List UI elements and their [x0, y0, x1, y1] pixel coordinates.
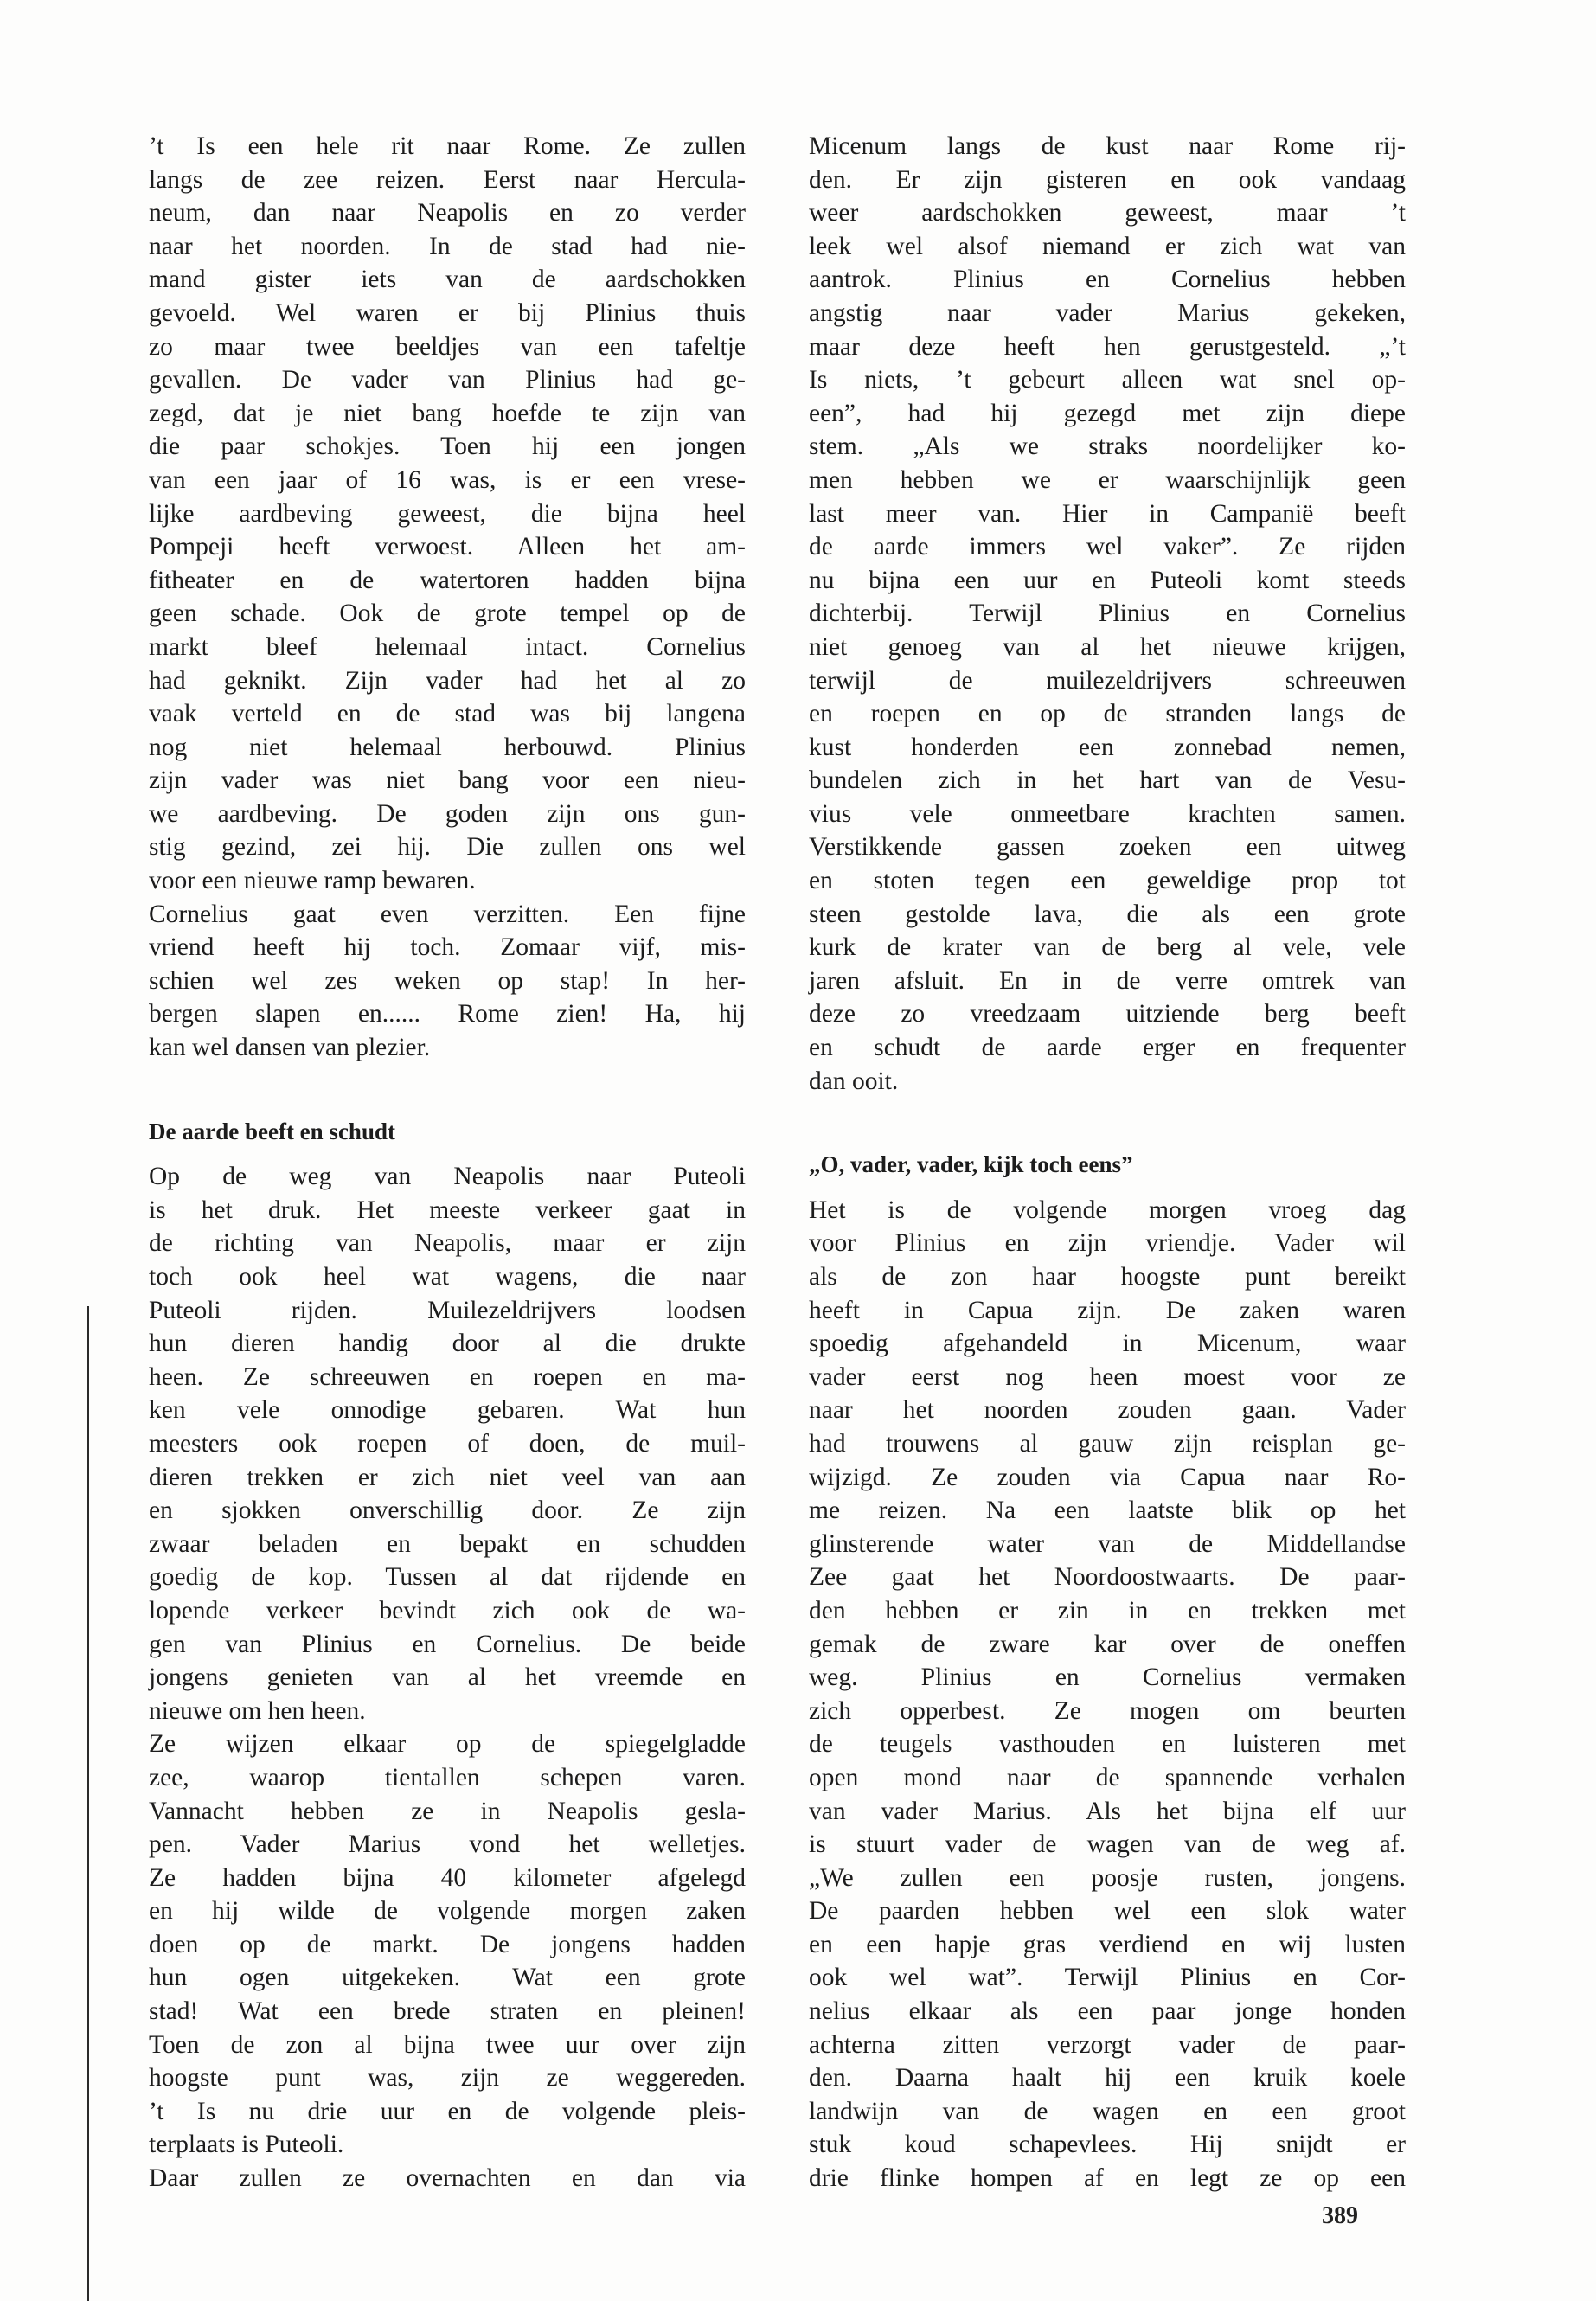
text-line: meesters ook roepen of doen, de muil- [149, 1429, 746, 1458]
text-line: van een jaar of 16 was, is er een vrese- [149, 465, 746, 494]
spacer [809, 1182, 1406, 1194]
left-column [149, 130, 746, 2195]
spacer [149, 1065, 746, 1115]
text-line: zegd, dat je niet bang hoefde te zijn van [149, 399, 746, 427]
text-line: doen op de markt. De jongens hadden [149, 1930, 746, 1958]
text-line: me reizen. Na een laatste blik op het [809, 1497, 1406, 1525]
paragraph-3 [149, 1160, 746, 1727]
text-line: naar het noorden zouden gaan. Vader [809, 1396, 1406, 1425]
text-line: jaren afsluit. En in de verre omtrek van [809, 966, 1406, 995]
text-line: heeft in Capua zijn. De zaken waren [809, 1296, 1406, 1324]
text-line: Verstikkende gassen zoeken een uitweg [809, 833, 1406, 862]
text-line: „We zullen een poosje rusten, jongens. [809, 1863, 1406, 1892]
text-line: gemak de zware kar over de oneffen [809, 1630, 1406, 1658]
paragraph-1 [149, 130, 746, 898]
page-number: 389 [1322, 2202, 1358, 2229]
text-line: vader eerst nog heen moest voor ze [809, 1362, 1406, 1391]
paragraph-2 [149, 898, 746, 1065]
text-line: Toen de zon al bijna twee uur over zijn [149, 2030, 746, 2059]
text-line: de richting van Neapolis, maar er zijn [149, 1229, 746, 1258]
text-line: De paarden hebben wel een slok water [809, 1897, 1406, 1926]
text-line: en stoten tegen een geweldige prop tot [809, 867, 1406, 895]
text-line: neum, dan naar Neapolis en zo verder [149, 199, 746, 228]
text-line: wijzigd. Ze zouden via Capua naar Ro- [809, 1463, 1406, 1491]
text-line: Puteoli rijden. Muilezeldrijvers loodsen [149, 1296, 746, 1324]
text-line: den hebben er zin in en trekken met [809, 1596, 1406, 1625]
text-line: last meer van. Hier in Campanië beeft [809, 499, 1406, 528]
text-line: Ze hadden bijna 40 kilometer afgelegd [149, 1863, 746, 1892]
text-line: glinsterende water van de Middellandse [809, 1529, 1406, 1558]
text-line: gevoeld. Wel waren er bij Plinius thuis [149, 298, 746, 327]
text-line: de teugels vasthouden en luisteren met [809, 1730, 1406, 1759]
text-line: achterna zitten verzorgt vader de paar- [809, 2030, 1406, 2059]
text-line: Vannacht hebben ze in Neapolis gesla- [149, 1797, 746, 1825]
text-line: stig gezind, zei hij. Die zullen ons wel [149, 833, 746, 862]
spacer [809, 1098, 1406, 1148]
text-line: heen. Ze schreeuwen en roepen en ma- [149, 1362, 746, 1391]
text-line: langs de zee reizen. Eerst naar Hercula- [149, 165, 746, 194]
text-line: stuk koud schapevlees. Hij snijdt er [809, 2131, 1406, 2159]
text-line: Cornelius gaat even verzitten. Een fijne [149, 900, 746, 928]
text-line: pen. Vader Marius vond het welletjes. [149, 1830, 746, 1859]
text-line: had geknikt. Zijn vader had het al zo [149, 666, 746, 695]
text-line: voor Plinius en zijn vriendje. Vader wil [809, 1229, 1406, 1258]
text-line: weer aardschokken geweest, maar ’t [809, 199, 1406, 228]
text-line: niet genoeg van al het nieuwe krijgen, [809, 632, 1406, 661]
text-line: Op de weg van Neapolis naar Puteoli [149, 1163, 746, 1191]
text-line: Micenum langs de kust naar Rome rij- [809, 132, 1406, 160]
text-line: Zee gaat het Noordoostwaarts. De paar- [809, 1563, 1406, 1592]
text-line: zijn vader was niet bang voor een nieu- [149, 766, 746, 795]
text-line: kust honderden een zonnebad nemen, [809, 733, 1406, 761]
text-line: vriend heeft hij toch. Zomaar vijf, mis- [149, 933, 746, 962]
text-line: markt bleef helemaal intact. Cornelius [149, 632, 746, 661]
text-line: zo maar twee beeldjes van een tafeltje [149, 332, 746, 361]
text-line: en een hapje gras verdiend en wij lusten [809, 1930, 1406, 1958]
text-line: is het druk. Het meeste verkeer gaat in [149, 1195, 746, 1224]
paragraph-5 [149, 2162, 746, 2195]
paragraph-4 [149, 1727, 746, 2162]
text-line: naar het noorden. In de stad had nie- [149, 232, 746, 260]
text-line: vius vele onmeetbare krachten samen. [809, 799, 1406, 828]
paragraph-1 [809, 130, 1406, 1098]
text-line: dichterbij. Terwijl Plinius en Cornelius [809, 599, 1406, 628]
text-line: terplaats is Puteoli. [149, 2131, 344, 2159]
text-line: kan wel dansen van plezier. [149, 1034, 431, 1062]
text-line: stem. „Als we straks noordelijker ko- [809, 433, 1406, 461]
text-line: hun ogen uitgekeken. Wat een grote [149, 1964, 746, 1992]
text-line: kurk de krater van de berg al vele, vele [809, 933, 1406, 962]
text-line: we aardbeving. De goden zijn ons gun- [149, 799, 746, 828]
text-line: zich opperbest. Ze mogen om beurten [809, 1696, 1406, 1725]
paragraph-2 [809, 1194, 1406, 2195]
spacer [149, 1148, 746, 1160]
section-heading: De aarde beeft en schudt [149, 1118, 395, 1144]
text-line: schien wel zes weken op stap! In her- [149, 966, 746, 995]
text-line: stad! Wat een brede straten en pleinen! [149, 1997, 746, 2026]
text-line: die paar schokjes. Toen hij een jongen [149, 433, 746, 461]
text-line: en schudt de aarde erger en frequenter [809, 1034, 1406, 1062]
text-line: van vader Marius. Als het bijna elf uur [809, 1797, 1406, 1825]
text-line: geen schade. Ook de grote tempel op de [149, 599, 746, 628]
text-line: zee, waarop tientallen schepen varen. [149, 1763, 746, 1791]
text-line: men hebben we er waarschijnlijk geen [809, 465, 1406, 494]
text-line: steen gestolde lava, die als een grote [809, 900, 1406, 928]
text-line: den. Er zijn gisteren en ook vandaag [809, 165, 1406, 194]
text-line: zwaar beladen en bepakt en schudden [149, 1529, 746, 1558]
text-line: open mond naar de spannende verhalen [809, 1763, 1406, 1791]
text-line: ’t Is een hele rit naar Rome. Ze zullen [149, 132, 746, 160]
text-line: spoedig afgehandeld in Micenum, waar [809, 1330, 1406, 1358]
text-line: dieren trekken er zich niet veel van aan [149, 1463, 746, 1491]
text-line: nog niet helemaal herbouwd. Plinius [149, 733, 746, 761]
text-line: nu bijna een uur en Puteoli komt steeds [809, 566, 1406, 594]
text-line: voor een nieuwe ramp bewaren. [149, 867, 476, 895]
text-line: jongens genieten van al het vreemde en [149, 1663, 746, 1692]
text-line: ook wel wat”. Terwijl Plinius en Cor- [809, 1964, 1406, 1992]
text-line: de aarde immers wel vaker”. Ze rijden [809, 533, 1406, 561]
text-line: gen van Plinius en Cornelius. De beide [149, 1630, 746, 1658]
text-line: gevallen. De vader van Plinius had ge- [149, 366, 746, 394]
text-line: vaak verteld en de stad was bij langena [149, 700, 746, 728]
text-line: is stuurt vader de wagen van de weg af. [809, 1830, 1406, 1859]
section-heading: „O, vader, vader, kijk toch eens” [809, 1151, 1133, 1178]
text-line: deze zo vreedzaam uitziende berg beeft [809, 1000, 1406, 1029]
text-line: had trouwens al gauw zijn reisplan ge- [809, 1429, 1406, 1458]
text-line: Het is de volgende morgen vroeg dag [809, 1195, 1406, 1224]
text-line: den. Daarna haalt hij een kruik koele [809, 2064, 1406, 2093]
text-line: dan ooit. [809, 1067, 899, 1095]
text-line: nieuwe om hen heen. [149, 1696, 366, 1725]
text-line: hoogste punt was, zijn ze weggereden. [149, 2064, 746, 2093]
text-line: fitheater en de watertoren hadden bijna [149, 566, 746, 594]
text-line: mand gister iets van de aardschokken [149, 266, 746, 294]
text-line: ’t Is nu drie uur en de volgende pleis- [149, 2097, 746, 2125]
text-line: lijke aardbeving geweest, die bijna heel [149, 499, 746, 528]
text-line: landwijn van de wagen en een groot [809, 2097, 1406, 2125]
text-line: goedig de kop. Tussen al dat rijdende en [149, 1563, 746, 1592]
text-line: als de zon haar hoogste punt bereikt [809, 1263, 1406, 1291]
text-line: aantrok. Plinius en Cornelius hebben [809, 266, 1406, 294]
text-line: en sjokken onverschillig door. Ze zijn [149, 1497, 746, 1525]
text-line: Is niets, ’t gebeurt alleen wat snel op- [809, 366, 1406, 394]
text-line: drie flinke hompen af en legt ze op een [809, 2164, 1406, 2193]
binding-edge-line [87, 1306, 89, 2301]
text-line: Pompeji heeft verwoest. Alleen het am- [149, 533, 746, 561]
text-line: angstig naar vader Marius gekeken, [809, 298, 1406, 327]
text-line: ken vele onnodige gebaren. Wat hun [149, 1396, 746, 1425]
text-line: maar deze heeft hen gerustgesteld. „’t [809, 332, 1406, 361]
text-line: een”, had hij gezegd met zijn diepe [809, 399, 1406, 427]
text-line: terwijl de muilezeldrijvers schreeuwen [809, 666, 1406, 695]
text-line: en hij wilde de volgende morgen zaken [149, 1897, 746, 1926]
right-column [809, 130, 1406, 2195]
text-line: bergen slapen en...... Rome zien! Ha, hij [149, 1000, 746, 1029]
text-line: nelius elkaar als een paar jonge honden [809, 1997, 1406, 2026]
text-line: toch ook heel wat wagens, die naar [149, 1263, 746, 1291]
text-line: Daar zullen ze overnachten en dan via [149, 2164, 746, 2193]
text-line: en roepen en op de stranden langs de [809, 700, 1406, 728]
text-line: Ze wijzen elkaar op de spiegelgladde [149, 1730, 746, 1759]
text-line: hun dieren handig door al die drukte [149, 1330, 746, 1358]
text-line: bundelen zich in het hart van de Vesu- [809, 766, 1406, 795]
text-line: lopende verkeer bevindt zich ook de wa- [149, 1596, 746, 1625]
text-line: leek wel alsof niemand er zich wat van [809, 232, 1406, 260]
text-line: weg. Plinius en Cornelius vermaken [809, 1663, 1406, 1692]
